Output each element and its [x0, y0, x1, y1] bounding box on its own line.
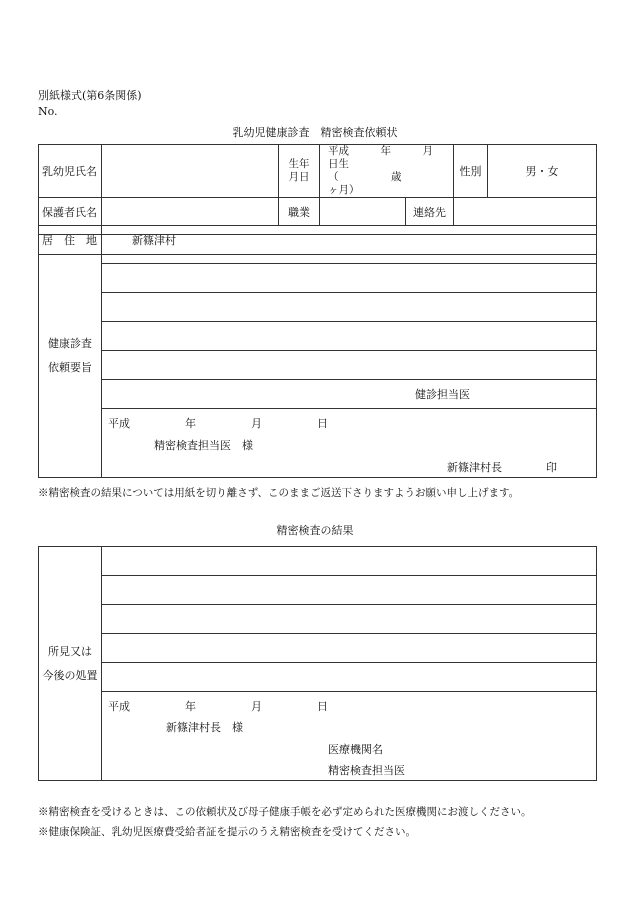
footer-note-2: ※健康保険証、乳幼児医療費受給者証を提示のうえ精密検査を受けてください。 [38, 826, 416, 838]
child-name-field[interactable] [102, 145, 279, 198]
number-label: No. [38, 105, 58, 118]
request-signature-cell [102, 409, 597, 478]
findings-line-4[interactable] [102, 634, 597, 663]
result-signature-cell [102, 692, 597, 781]
address-label: 居 住 地 [39, 226, 102, 255]
purpose-line-2[interactable] [102, 264, 597, 293]
result-title: 精密検査の結果 [276, 524, 354, 537]
request-title: 乳幼児健康診査 精密検査依頼状 [232, 126, 398, 139]
child-name-label: 乳幼児氏名 [39, 145, 102, 198]
request-note: ※精密検査の結果については用紙を切り離さず、このままご返送下さりますようお願い申し上げます。 [38, 487, 520, 499]
footer-note-1: ※精密検査を受けるときは、この依頼状及び母子健康手帳を必ず定められた医療機関にお渡しください。 [38, 806, 532, 818]
sex-label: 性別 [454, 145, 488, 198]
purpose-line-4[interactable] [102, 322, 597, 351]
findings-line-3[interactable] [102, 605, 597, 634]
result-addressee: 新篠津村長 様 [166, 721, 243, 734]
age-line: （ 歳 ヶ月） [328, 171, 454, 196]
purpose-label: 健康診査 依頼要旨 [39, 235, 102, 478]
findings-line-5[interactable] [102, 663, 597, 692]
birth-date-label: 生年 月日 [279, 145, 320, 198]
request-date-line: 平成 年 月 日 [108, 417, 328, 430]
birth-date-field[interactable] [320, 145, 465, 198]
findings-label: 所見又は 今後の処置 [39, 547, 102, 781]
request-addressee: 精密検査担当医 様 [154, 439, 253, 452]
result-table [38, 546, 597, 781]
sex-options[interactable]: 男・女 [488, 145, 597, 198]
guardian-name-label: 保護者氏名 [39, 198, 102, 226]
checkup-doctor-label: 健診担当医 [102, 380, 597, 409]
findings-line-1[interactable] [102, 547, 597, 576]
occupation-label: 職業 [279, 198, 320, 226]
occupation-field[interactable] [320, 198, 406, 226]
mayor-seal-label: 新篠津村長 印 [447, 461, 557, 474]
result-date-line: 平成 年 月 日 [108, 700, 328, 713]
exam-doctor-label: 精密検査担当医 [328, 764, 405, 777]
purpose-line-1[interactable] [102, 235, 597, 264]
contact-field[interactable] [454, 198, 597, 226]
guardian-name-field[interactable] [102, 198, 279, 226]
birth-date-line: 平成 年 月 日生 [328, 145, 465, 170]
purpose-line-3[interactable] [102, 293, 597, 322]
request-purpose-table [38, 234, 597, 478]
contact-label: 連絡先 [406, 198, 454, 226]
form-type-label: 別紙様式(第6条関係) [38, 89, 142, 102]
purpose-line-5[interactable] [102, 351, 597, 380]
findings-line-2[interactable] [102, 576, 597, 605]
institution-name-label: 医療機関名 [328, 743, 383, 756]
address-field[interactable]: 新篠津村 [102, 226, 597, 255]
